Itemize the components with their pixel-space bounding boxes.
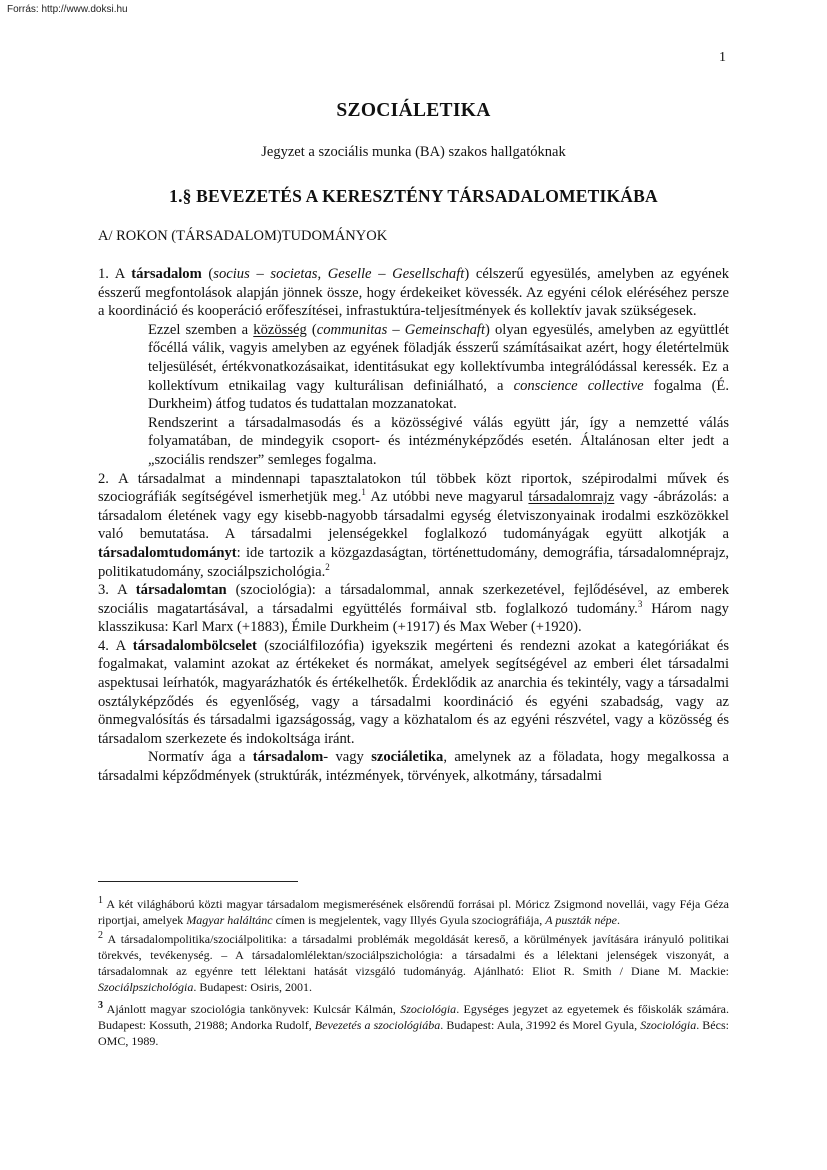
text: A társadalompolitika/szociálpolitika: a társadalmi problémák megoldását kereső, a körülmények javítására irányuló politikai törekvés, tevékenység. – A társadalomlélektan/szociálpszichológia: a társadalmi és a lélektani jelenségek viszonyát, a társadalomnak az egyénre tett lélektani hatását vizsgáló tudományág. Ajánlható: Eliot R. Smith / Diane M. Mackie: <box>98 932 729 978</box>
paragraph-7 <box>98 748 729 785</box>
section-heading: 1.§ BEVEZETÉS A KERESZTÉNY TÁRSADALOMETIKÁBA <box>169 186 658 206</box>
term-tarsadalomrajz: társadalomrajz <box>528 489 615 506</box>
text: vagy -ábrázolás: a társadalom életének vagy egy kisebb-nagyobb társadalmi egység életviszonyainak irodalmi eszközökkel való bemutatása. A társadalmi jelenségekkel foglalkozó tudományágak együtt alkotják a <box>98 489 729 543</box>
paragraph-4 <box>98 470 729 582</box>
text: 2. A társadalmat a mindennapi tapasztalatokon túl többek közt riportok, szépirodalmi művek és szociográfiák segítségével ismerhetjük meg. <box>98 470 729 506</box>
edition-number: 2 <box>194 1018 201 1032</box>
edition-number: 3 <box>526 1018 533 1032</box>
paragraph-6 <box>98 637 729 749</box>
work-title: Szociológia <box>400 1002 457 1016</box>
work-title: Bevezetés a szociológiába <box>314 1018 441 1032</box>
term-german: Geselle – Gesellschaft <box>327 266 465 282</box>
footnote-number: 3 <box>98 1000 103 1011</box>
text: (szociálfilozófia) igyekszik megérteni és rendezni azokat a kategóriákat és fogalmakat, valamint azokat az értékeket és normákat, amelyek segítségével az emberi élet társadalmi aspektusai leírhatók, magyarázhatók és értékelhetők. Érdeklődik az anarchia és tekintély, vagy a társadalmi osztályképződés és egyenlőség, vagy a társadalmi koordináció és egyéni szabadság, vagy az önmegvalósítás és társadalmi igazságosság, vagy a közhatalom és az egyéni részvétel, vagy a közösség és társadalom szerkezete és indokoltsága iránt. <box>98 637 730 747</box>
text: Ezzel szemben a <box>148 321 254 338</box>
paragraph-2 <box>98 321 729 414</box>
term-kozosseg: közösség <box>253 321 307 338</box>
footnote-number: 2 <box>98 930 103 941</box>
work-title: Magyar haláltánc <box>186 913 273 927</box>
text: . Egységes jegyzet az egyetemek és főiskolák számára. Budapest: Kossuth, <box>98 1002 729 1032</box>
document-title: SZOCIÁLETIKA <box>336 100 491 121</box>
text: Az utóbbi neve magyarul <box>365 489 529 506</box>
work-title: A puszták népe <box>545 913 617 927</box>
text: Három nagy klasszikusa: Karl Marx (+1883), Émile Durkheim (+1917) és Max Weber (+1920). <box>98 600 729 636</box>
text: címen is megjelentek, vagy Illyés Gyula szociográfiája, <box>272 913 546 927</box>
term-tarsadalombolcselet: társadalombölcselet <box>132 637 257 654</box>
text: 3. A <box>98 582 136 599</box>
text: Ajánlott magyar szociológia tankönyvek: Kulcsár Kálmán, <box>103 1002 401 1016</box>
text: A két világháború közti magyar társadalom megismerésének elsőrendű forrásai pl. Móricz Zsigmond novellái, vagy Féja Géza riportjai, amelyek <box>98 897 729 927</box>
text: , <box>317 266 328 282</box>
footnotes <box>98 896 729 1052</box>
work-title: Szociológia <box>640 1018 697 1032</box>
text: . Bécs: OMC, 1989. <box>98 1018 729 1048</box>
text: . <box>616 913 620 927</box>
footnote-1 <box>98 896 729 928</box>
text: ( <box>201 266 214 282</box>
term-tarsadalom: társadalom <box>252 749 324 766</box>
text: fogalma (É. Durkheim) átfog tudatos és tudattalan mozzanatokat. <box>148 377 729 413</box>
text: Normatív ága a <box>148 749 253 766</box>
footnote-divider <box>98 881 298 882</box>
term-latin: communitas – Gemeinschaft <box>316 321 486 338</box>
paragraph-1 <box>98 265 729 321</box>
term-szocialetika: szociáletika <box>371 749 444 766</box>
text: . Budapest: Aula, <box>440 1018 527 1032</box>
footnote-number: 1 <box>98 895 103 906</box>
text: 1. A <box>98 266 132 282</box>
term-conscience-collective: conscience collective <box>513 377 644 394</box>
text: 1992 és Morel Gyula, <box>532 1018 641 1032</box>
text: - vagy <box>323 749 372 766</box>
footnote-ref-3[interactable]: 3 <box>637 598 643 609</box>
term-tarsadalomtudomany: társadalomtudományt <box>98 544 237 561</box>
footnote-2 <box>98 931 729 995</box>
source-url: Forrás: http://www.doksi.hu <box>7 4 128 15</box>
paragraph-3: Rendszerint a társadalmasodás és a közösségivé válás együtt jár, így a nemzetté válás folyamatában, de mindegyik csoport- és intézményképződés esetén. Általánosan elter jedt a „szociális rendszer” semleges fogalma. <box>148 414 729 468</box>
text: ) olyan egyesülés, amelyben az együttlét főcéllá válik, vagyis amelyben az egyének föladják ésszerű számításaikat azért, hogy életértelmük teljesülését, értékvonatkozásaikat, identitásukat egy kollektívumba integrálódással keressék. Ez a kollektívum etnikailag vagy kulturálisan definiálható, a <box>148 321 729 394</box>
text: ) célszerű egyesülés, amelyben az egyének ésszerű megfontolások alapján jönnek össze, hogy érdekeiket kövessék. Az egyéni célok eléréséhez persze a koordináció és kooperáció erőfeszítései, infrastuktúra-teljesítmények és kollektív javak szükségesek. <box>98 266 730 320</box>
text: 4. A <box>98 637 133 654</box>
text: : ide tartozik a közgazdaságtan, történettudomány, demográfia, társadalomnéprajz, politikatudomány, szociálpszichológia. <box>98 544 729 580</box>
text: . Budapest: Osiris, 2001. <box>193 980 313 994</box>
term-latin: socius – societas <box>213 266 318 282</box>
text: 1988; Andorka Rudolf, <box>200 1018 315 1032</box>
text: , amelynek az a föladata, hogy megalkossa a társadalmi képződmények (struktúrák, intézmények, törvények, alkotmány, társadalmi <box>98 749 730 785</box>
footnote-ref-1[interactable]: 1 <box>361 487 366 498</box>
document-subtitle: Jegyzet a szociális munka (BA) szakos hallgatóknak <box>261 144 566 160</box>
page-number: 1 <box>719 50 726 65</box>
work-title: Szociálpszichológia <box>98 980 194 994</box>
term-tarsadalom: társadalom <box>131 266 202 282</box>
paragraph-5 <box>98 581 729 637</box>
subsection-heading: A/ ROKON (TÁRSADALOM)TUDOMÁNYOK <box>98 228 388 244</box>
term-tarsadalomtan: társadalomtan <box>135 582 227 599</box>
text: (szociológia): a társadalommal, annak szerkezetével, fejlődésével, az emberek szociális magatartásával, a társadalmi együttélés formáival stb. foglalkozó tudomány. <box>98 582 729 617</box>
text: ( <box>306 321 317 338</box>
footnote-3 <box>98 1001 729 1049</box>
body-text <box>98 265 729 786</box>
footnote-ref-2[interactable]: 2 <box>325 561 330 572</box>
